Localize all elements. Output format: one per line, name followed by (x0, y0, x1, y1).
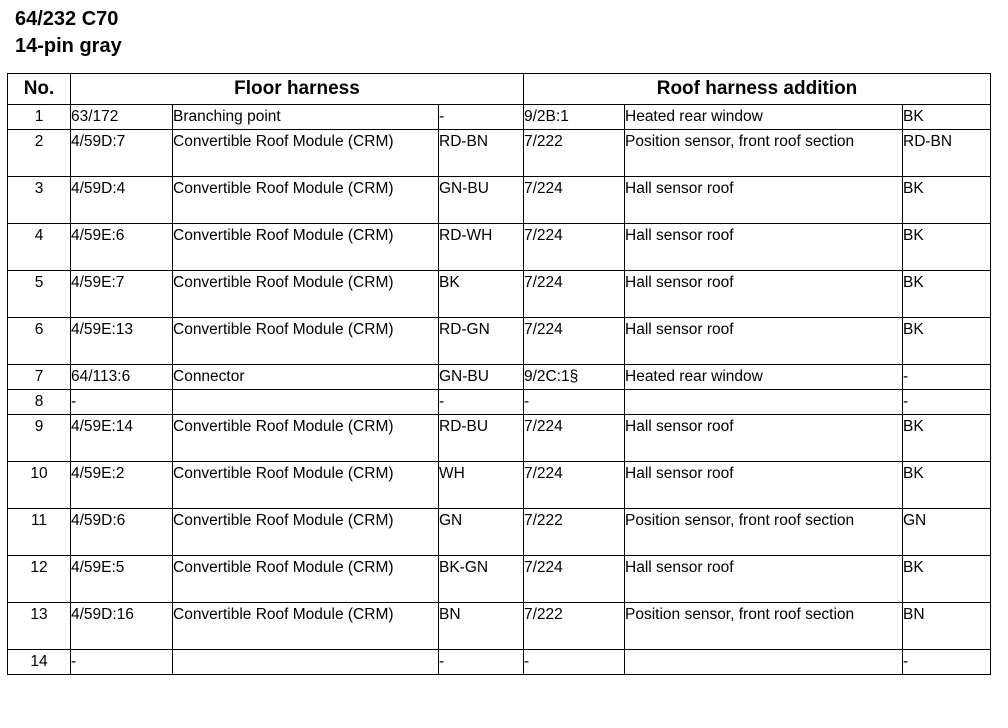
roof-harness-description: Hall sensor roof (625, 318, 903, 365)
roof-harness-wire-color: BK (903, 415, 991, 462)
floor-harness-reference: 4/59D:6 (71, 509, 173, 556)
floor-harness-wire-color: - (439, 650, 524, 675)
table-row (8, 462, 991, 509)
floor-harness-wire-color: - (439, 105, 524, 130)
pin-number: 1 (8, 105, 71, 130)
roof-harness-description: Hall sensor roof (625, 271, 903, 318)
connector-description: 14-pin gray (15, 35, 122, 57)
floor-harness-description (173, 390, 439, 415)
table-row (8, 509, 991, 556)
roof-harness-reference: 7/224 (524, 556, 625, 603)
roof-harness-reference: - (524, 650, 625, 675)
table-row (8, 318, 991, 365)
floor-harness-description: Convertible Roof Module (CRM) (173, 462, 439, 509)
roof-harness-description: Heated rear window (625, 365, 903, 390)
pin-rows (8, 105, 991, 675)
pin-number: 9 (8, 415, 71, 462)
floor-harness-description: Convertible Roof Module (CRM) (173, 603, 439, 650)
floor-harness-reference: 4/59D:16 (71, 603, 173, 650)
floor-harness-wire-color: WH (439, 462, 524, 509)
floor-harness-description: Connector (173, 365, 439, 390)
column-header-no: No. (8, 74, 71, 105)
floor-harness-description: Branching point (173, 105, 439, 130)
roof-harness-description: Heated rear window (625, 105, 903, 130)
roof-harness-wire-color: BK (903, 271, 991, 318)
pin-number: 12 (8, 556, 71, 603)
floor-harness-description: Convertible Roof Module (CRM) (173, 224, 439, 271)
floor-harness-wire-color: BK-GN (439, 556, 524, 603)
pin-number: 3 (8, 177, 71, 224)
roof-harness-reference: 7/222 (524, 509, 625, 556)
floor-harness-wire-color: BK (439, 271, 524, 318)
table-header-row (8, 74, 991, 105)
table-row (8, 365, 991, 390)
roof-harness-reference: 7/222 (524, 130, 625, 177)
floor-harness-reference: 4/59D:4 (71, 177, 173, 224)
floor-harness-description: Convertible Roof Module (CRM) (173, 509, 439, 556)
roof-harness-wire-color: - (903, 650, 991, 675)
table-row (8, 390, 991, 415)
floor-harness-wire-color: BN (439, 603, 524, 650)
pin-number: 13 (8, 603, 71, 650)
floor-harness-reference: 4/59E:14 (71, 415, 173, 462)
column-header-floor-harness: Floor harness (71, 74, 524, 105)
roof-harness-description: Position sensor, front roof section (625, 603, 903, 650)
roof-harness-description: Hall sensor roof (625, 177, 903, 224)
pin-number: 14 (8, 650, 71, 675)
roof-harness-wire-color: - (903, 390, 991, 415)
floor-harness-wire-color: RD-BU (439, 415, 524, 462)
roof-harness-description: Position sensor, front roof section (625, 509, 903, 556)
pin-assignment-table (7, 73, 991, 675)
floor-harness-description (173, 650, 439, 675)
roof-harness-description: Hall sensor roof (625, 415, 903, 462)
pin-number: 10 (8, 462, 71, 509)
roof-harness-wire-color: RD-BN (903, 130, 991, 177)
table-row (8, 556, 991, 603)
roof-harness-reference: - (524, 390, 625, 415)
roof-harness-reference: 9/2B:1 (524, 105, 625, 130)
table-row (8, 271, 991, 318)
floor-harness-reference: 4/59D:7 (71, 130, 173, 177)
roof-harness-description (625, 650, 903, 675)
pin-number: 2 (8, 130, 71, 177)
table-row (8, 105, 991, 130)
floor-harness-reference: 4/59E:7 (71, 271, 173, 318)
floor-harness-wire-color: - (439, 390, 524, 415)
floor-harness-wire-color: RD-WH (439, 224, 524, 271)
floor-harness-reference: 4/59E:2 (71, 462, 173, 509)
roof-harness-description: Hall sensor roof (625, 224, 903, 271)
connector-heading (15, 6, 122, 60)
pin-number: 4 (8, 224, 71, 271)
pin-number: 7 (8, 365, 71, 390)
floor-harness-wire-color: RD-BN (439, 130, 524, 177)
roof-harness-reference: 9/2C:1§ (524, 365, 625, 390)
roof-harness-wire-color: BN (903, 603, 991, 650)
roof-harness-description: Hall sensor roof (625, 462, 903, 509)
floor-harness-description: Convertible Roof Module (CRM) (173, 318, 439, 365)
roof-harness-wire-color: - (903, 365, 991, 390)
floor-harness-description: Convertible Roof Module (CRM) (173, 271, 439, 318)
floor-harness-reference: - (71, 650, 173, 675)
roof-harness-wire-color: BK (903, 105, 991, 130)
roof-harness-reference: 7/224 (524, 271, 625, 318)
roof-harness-reference: 7/224 (524, 224, 625, 271)
roof-harness-description (625, 390, 903, 415)
roof-harness-wire-color: GN (903, 509, 991, 556)
floor-harness-reference: 63/172 (71, 105, 173, 130)
roof-harness-wire-color: BK (903, 462, 991, 509)
table-row (8, 603, 991, 650)
floor-harness-description: Convertible Roof Module (CRM) (173, 556, 439, 603)
roof-harness-reference: 7/224 (524, 318, 625, 365)
floor-harness-reference: 4/59E:5 (71, 556, 173, 603)
floor-harness-description: Convertible Roof Module (CRM) (173, 130, 439, 177)
floor-harness-reference: 64/113:6 (71, 365, 173, 390)
table-row (8, 415, 991, 462)
pin-number: 6 (8, 318, 71, 365)
floor-harness-wire-color: GN-BU (439, 177, 524, 224)
floor-harness-reference: 4/59E:6 (71, 224, 173, 271)
column-header-roof-harness: Roof harness addition (524, 74, 991, 105)
floor-harness-wire-color: GN-BU (439, 365, 524, 390)
floor-harness-description: Convertible Roof Module (CRM) (173, 415, 439, 462)
connector-id: 64/232 C70 (15, 8, 119, 30)
table-row (8, 224, 991, 271)
floor-harness-reference: - (71, 390, 173, 415)
roof-harness-wire-color: BK (903, 224, 991, 271)
floor-harness-reference: 4/59E:13 (71, 318, 173, 365)
roof-harness-reference: 7/224 (524, 415, 625, 462)
floor-harness-wire-color: GN (439, 509, 524, 556)
roof-harness-description: Hall sensor roof (625, 556, 903, 603)
roof-harness-reference: 7/224 (524, 462, 625, 509)
roof-harness-description: Position sensor, front roof section (625, 130, 903, 177)
roof-harness-wire-color: BK (903, 556, 991, 603)
floor-harness-wire-color: RD-GN (439, 318, 524, 365)
pin-number: 11 (8, 509, 71, 556)
pin-number: 5 (8, 271, 71, 318)
table-row (8, 650, 991, 675)
roof-harness-reference: 7/222 (524, 603, 625, 650)
floor-harness-description: Convertible Roof Module (CRM) (173, 177, 439, 224)
roof-harness-wire-color: BK (903, 318, 991, 365)
pin-number: 8 (8, 390, 71, 415)
roof-harness-reference: 7/224 (524, 177, 625, 224)
roof-harness-wire-color: BK (903, 177, 991, 224)
table-row (8, 130, 991, 177)
table-row (8, 177, 991, 224)
